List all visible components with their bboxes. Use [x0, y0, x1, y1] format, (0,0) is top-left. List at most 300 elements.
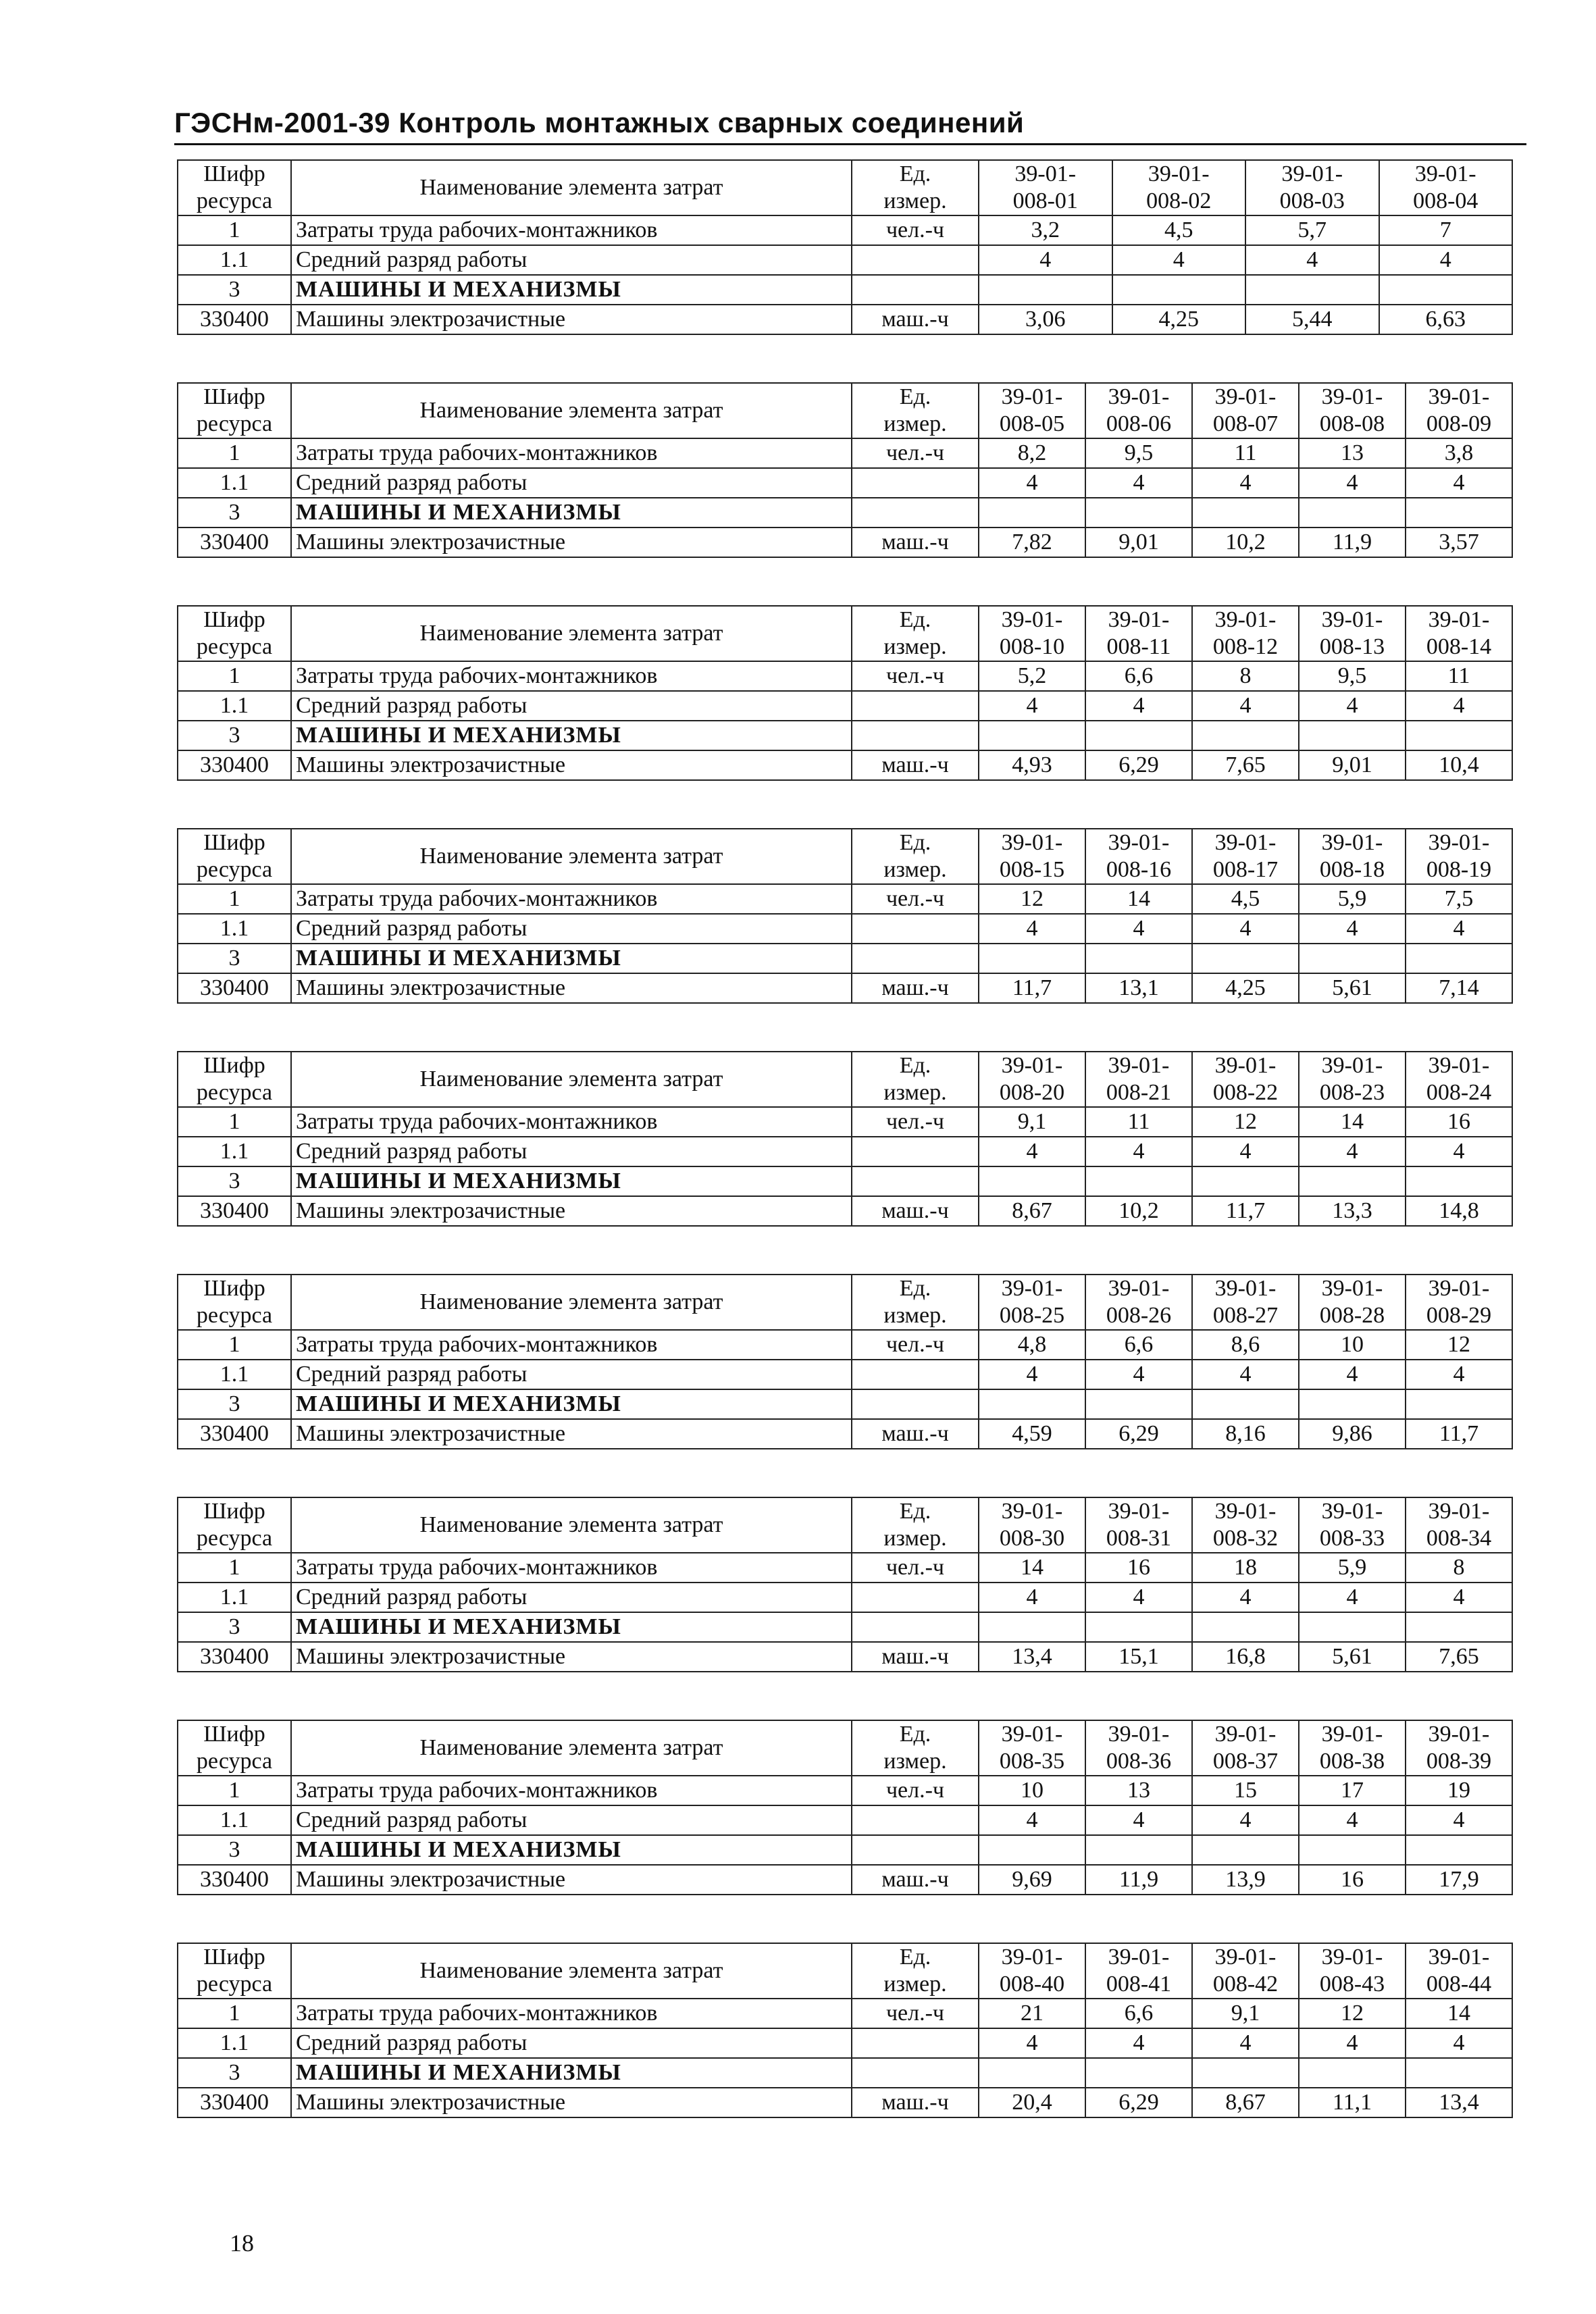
- norm-code-header: [1299, 829, 1406, 884]
- table-row-labor: [178, 884, 1512, 914]
- machine-value: 13,3: [1299, 1196, 1406, 1226]
- table-row-grade: [178, 691, 1512, 721]
- labor-value: 6,6: [1085, 1999, 1192, 2028]
- table-row-machines-heading: [178, 1389, 1512, 1419]
- labor-value: 13: [1085, 1776, 1192, 1805]
- empty-cell: [979, 2058, 1085, 2088]
- machine-value: 4,59: [979, 1419, 1085, 1449]
- row-code: 3: [178, 275, 291, 305]
- table-row-machines: [178, 2088, 1512, 2117]
- norm-code-prefix: 39-01-: [1108, 1945, 1170, 1970]
- norm-code-prefix: 39-01-: [1321, 1276, 1383, 1301]
- table-header-row: [178, 606, 1512, 661]
- norm-code-suffix: 008-44: [1426, 1972, 1492, 1997]
- row-unit: чел.-ч: [852, 661, 979, 691]
- norm-table: [177, 605, 1513, 781]
- resource-code-header: [178, 1943, 291, 1999]
- table-row-machines-heading: [178, 2058, 1512, 2088]
- norm-code-prefix: 39-01-: [1321, 1945, 1383, 1970]
- labor-value: 5,9: [1299, 1553, 1406, 1583]
- resource-code-header: [178, 160, 291, 215]
- norm-code-prefix: 39-01-: [1428, 384, 1490, 409]
- norm-code-header: [1406, 383, 1512, 438]
- resource-code-header: [178, 1275, 291, 1330]
- labor-value: 6,6: [1085, 661, 1192, 691]
- machine-value: 17,9: [1406, 1865, 1512, 1895]
- norm-code-suffix: 008-18: [1319, 857, 1385, 882]
- machine-value: 5,61: [1299, 973, 1406, 1003]
- norm-code-suffix: 008-25: [999, 1303, 1065, 1328]
- unit-header: [852, 383, 979, 438]
- labor-value: 14: [1299, 1107, 1406, 1137]
- table-header-row: [178, 1943, 1512, 1999]
- grade-value: 4: [1379, 245, 1513, 275]
- norm-table: [177, 1943, 1513, 2118]
- norm-code-suffix: 008-08: [1319, 411, 1385, 436]
- grade-value: 4: [1085, 1360, 1192, 1389]
- norm-code-header: [1406, 1497, 1512, 1553]
- empty-cell: [1192, 2058, 1299, 2088]
- table-row-machines-heading: [178, 1166, 1512, 1196]
- machine-value: 9,86: [1299, 1419, 1406, 1449]
- labor-value: 11: [1085, 1107, 1192, 1137]
- table-row-machines-heading: [178, 1612, 1512, 1642]
- grade-value: 4: [979, 2028, 1085, 2058]
- row-name: Затраты труда рабочих-монтажников: [291, 661, 852, 691]
- table-row-machines-heading: [178, 1835, 1512, 1865]
- table-row-labor: [178, 1553, 1512, 1583]
- row-code: 3: [178, 1612, 291, 1642]
- table-row-machines-heading: [178, 275, 1512, 305]
- norm-code-header: [979, 829, 1085, 884]
- resource-code-header: [178, 1720, 291, 1776]
- empty-cell: [1192, 1835, 1299, 1865]
- grade-value: 4: [1085, 468, 1192, 498]
- grade-value: 4: [1085, 691, 1192, 721]
- row-name: Средний разряд работы: [291, 1360, 852, 1389]
- unit-header-line2: измер.: [883, 1972, 947, 1997]
- norm-code-prefix: 39-01-: [1108, 607, 1170, 632]
- norm-code-prefix: 39-01-: [1001, 1499, 1063, 1524]
- norm-code-header: [979, 606, 1085, 661]
- row-unit: чел.-ч: [852, 1553, 979, 1583]
- cost-element-name-header: Наименование элемента затрат: [291, 1943, 852, 1999]
- norm-code-suffix: 008-39: [1426, 1749, 1492, 1774]
- grade-value: 4: [1192, 468, 1299, 498]
- empty-cell: [1192, 498, 1299, 528]
- table-row-machines: [178, 1642, 1512, 1672]
- norm-table: [177, 828, 1513, 1004]
- row-name: Машины электрозачистные: [291, 750, 852, 780]
- norm-code-prefix: 39-01-: [1001, 1276, 1063, 1301]
- row-name: Машины электрозачистные: [291, 305, 852, 334]
- norm-code-prefix: 39-01-: [1001, 607, 1063, 632]
- table-row-grade: [178, 914, 1512, 944]
- row-name: Затраты труда рабочих-монтажников: [291, 1107, 852, 1137]
- machine-value: 7,82: [979, 528, 1085, 557]
- norm-code-suffix: 008-40: [999, 1972, 1065, 1997]
- row-code: 1: [178, 884, 291, 914]
- empty-cell: [1085, 1166, 1192, 1196]
- norm-code-header: [1299, 606, 1406, 661]
- row-unit: чел.-ч: [852, 884, 979, 914]
- row-name: Машины электрозачистные: [291, 528, 852, 557]
- row-code: 3: [178, 721, 291, 750]
- empty-cell: [1299, 498, 1406, 528]
- unit-header-line1: Ед.: [899, 1499, 931, 1524]
- norm-code-header: [979, 1943, 1085, 1999]
- unit-header-line2: измер.: [883, 1080, 947, 1105]
- grade-value: 4: [1245, 245, 1379, 275]
- row-code: 330400: [178, 528, 291, 557]
- empty-cell: [1085, 498, 1192, 528]
- row-unit: чел.-ч: [852, 1776, 979, 1805]
- row-name: МАШИНЫ И МЕХАНИЗМЫ: [291, 721, 852, 750]
- machine-value: 7,14: [1406, 973, 1512, 1003]
- row-code: 330400: [178, 2088, 291, 2117]
- machine-value: 20,4: [979, 2088, 1085, 2117]
- empty-cell: [1085, 721, 1192, 750]
- row-code: 1: [178, 215, 291, 245]
- row-name: Затраты труда рабочих-монтажников: [291, 884, 852, 914]
- norm-code-suffix: 008-32: [1212, 1526, 1279, 1551]
- labor-value: 19: [1406, 1776, 1512, 1805]
- table-row-machines: [178, 528, 1512, 557]
- grade-value: 4: [1192, 1360, 1299, 1389]
- grade-value: 4: [1192, 1137, 1299, 1166]
- row-code: 3: [178, 944, 291, 973]
- empty-cell: [1299, 2058, 1406, 2088]
- empty-cell: [979, 1166, 1085, 1196]
- row-name: Затраты труда рабочих-монтажников: [291, 1330, 852, 1360]
- norm-code-header: [1085, 1275, 1192, 1330]
- unit-header: [852, 606, 979, 661]
- unit-header: [852, 1275, 979, 1330]
- machine-value: 9,01: [1299, 750, 1406, 780]
- resource-code-header-line1: Шифр: [203, 1053, 265, 1078]
- table-row-labor: [178, 661, 1512, 691]
- norm-code-header: [1192, 1275, 1299, 1330]
- norm-code-prefix: 39-01-: [1321, 1722, 1383, 1747]
- norm-code-header: [1299, 1052, 1406, 1107]
- machine-value: 4,93: [979, 750, 1085, 780]
- norm-table: [177, 159, 1513, 335]
- unit-header-line2: измер.: [883, 188, 947, 213]
- row-code: 330400: [178, 750, 291, 780]
- row-name: Машины электрозачистные: [291, 1642, 852, 1672]
- norm-code-prefix: 39-01-: [1148, 161, 1210, 186]
- norm-code-prefix: 39-01-: [1001, 1945, 1063, 1970]
- table-row-labor: [178, 1776, 1512, 1805]
- norm-code-header: [1406, 1943, 1512, 1999]
- resource-code-header-line1: Шифр: [203, 607, 265, 632]
- norm-code-prefix: 39-01-: [1321, 830, 1383, 855]
- norm-code-suffix: 008-11: [1106, 634, 1171, 659]
- row-name: Затраты труда рабочих-монтажников: [291, 1553, 852, 1583]
- resource-code-header-line2: ресурса: [196, 1972, 273, 1997]
- resource-code-header-line1: Шифр: [203, 830, 265, 855]
- table-row-machines: [178, 1196, 1512, 1226]
- norm-code-header: [1299, 1943, 1406, 1999]
- row-name: МАШИНЫ И МЕХАНИЗМЫ: [291, 1389, 852, 1419]
- resource-code-header-line2: ресурса: [196, 411, 273, 436]
- empty-cell: [1406, 944, 1512, 973]
- grade-value: 4: [1406, 1805, 1512, 1835]
- table-row-labor: [178, 1999, 1512, 2028]
- norm-code-suffix: 008-34: [1426, 1526, 1492, 1551]
- norm-code-suffix: 008-16: [1106, 857, 1172, 882]
- grade-value: 4: [1085, 914, 1192, 944]
- row-unit: маш.-ч: [852, 973, 979, 1003]
- row-name: Машины электрозачистные: [291, 1865, 852, 1895]
- norm-code-suffix: 008-10: [999, 634, 1065, 659]
- machine-value: 3,57: [1406, 528, 1512, 557]
- row-name: Средний разряд работы: [291, 468, 852, 498]
- unit-header-line1: Ед.: [899, 161, 931, 186]
- norm-code-header: [1379, 160, 1513, 215]
- row-name: МАШИНЫ И МЕХАНИЗМЫ: [291, 2058, 852, 2088]
- row-code: 330400: [178, 1419, 291, 1449]
- empty-cell: [1406, 1835, 1512, 1865]
- empty-cell: [1192, 1389, 1299, 1419]
- row-code: 3: [178, 1166, 291, 1196]
- norm-code-header: [1085, 1720, 1192, 1776]
- norm-code-prefix: 39-01-: [1321, 1053, 1383, 1078]
- norm-code-suffix: 008-05: [999, 411, 1065, 436]
- row-unit: маш.-ч: [852, 528, 979, 557]
- norm-code-header: [1299, 1497, 1406, 1553]
- norm-code-header: [1085, 383, 1192, 438]
- grade-value: 4: [1406, 468, 1512, 498]
- labor-value: 12: [1406, 1330, 1512, 1360]
- row-unit: [852, 1612, 979, 1642]
- row-code: 1.1: [178, 691, 291, 721]
- norm-code-suffix: 008-26: [1106, 1303, 1172, 1328]
- labor-value: 7: [1379, 215, 1513, 245]
- table-row-machines-heading: [178, 944, 1512, 973]
- empty-cell: [1245, 275, 1379, 305]
- grade-value: 4: [1406, 2028, 1512, 2058]
- empty-cell: [1299, 1612, 1406, 1642]
- machine-value: 4,25: [1192, 973, 1299, 1003]
- labor-value: 12: [1192, 1107, 1299, 1137]
- unit-header-line1: Ед.: [899, 1053, 931, 1078]
- norm-code-suffix: 008-20: [999, 1080, 1065, 1105]
- norm-code-suffix: 008-17: [1212, 857, 1279, 882]
- row-unit: [852, 1583, 979, 1612]
- labor-value: 3,8: [1406, 438, 1512, 468]
- resource-code-header: [178, 1052, 291, 1107]
- norm-code-suffix: 008-35: [999, 1749, 1065, 1774]
- table-row-grade: [178, 468, 1512, 498]
- table-row-grade: [178, 1137, 1512, 1166]
- grade-value: 4: [1299, 914, 1406, 944]
- grade-value: 4: [1192, 1805, 1299, 1835]
- resource-code-header-line2: ресурса: [196, 857, 273, 882]
- norm-code-header: [1112, 160, 1246, 215]
- norm-code-header: [1406, 1275, 1512, 1330]
- row-name: Затраты труда рабочих-монтажников: [291, 215, 852, 245]
- empty-cell: [1112, 275, 1246, 305]
- grade-value: 4: [1299, 1583, 1406, 1612]
- empty-cell: [979, 721, 1085, 750]
- table-row-machines-heading: [178, 721, 1512, 750]
- norms-tables-container: [177, 159, 1512, 2165]
- norm-code-suffix: 008-30: [999, 1526, 1065, 1551]
- empty-cell: [1406, 1166, 1512, 1196]
- norm-code-prefix: 39-01-: [1428, 1945, 1490, 1970]
- row-unit: [852, 691, 979, 721]
- cost-element-name-header: Наименование элемента затрат: [291, 160, 852, 215]
- norm-code-prefix: 39-01-: [1321, 1499, 1383, 1524]
- norm-code-suffix: 008-19: [1426, 857, 1492, 882]
- empty-cell: [1379, 275, 1513, 305]
- cost-element-name-header: Наименование элемента затрат: [291, 383, 852, 438]
- machine-value: 16: [1299, 1865, 1406, 1895]
- labor-value: 7,5: [1406, 884, 1512, 914]
- unit-header-line2: измер.: [883, 1303, 947, 1328]
- norm-code-prefix: 39-01-: [1001, 1722, 1063, 1747]
- row-name: Средний разряд работы: [291, 1137, 852, 1166]
- table-row-labor: [178, 438, 1512, 468]
- labor-value: 21: [979, 1999, 1085, 2028]
- row-unit: [852, 498, 979, 528]
- row-unit: маш.-ч: [852, 1419, 979, 1449]
- empty-cell: [979, 498, 1085, 528]
- norm-code-suffix: 008-42: [1212, 1972, 1279, 1997]
- row-code: 1.1: [178, 1137, 291, 1166]
- grade-value: 4: [979, 1805, 1085, 1835]
- resource-code-header-line1: Шифр: [203, 384, 265, 409]
- grade-value: 4: [1299, 691, 1406, 721]
- grade-value: 4: [979, 691, 1085, 721]
- labor-value: 4,5: [1192, 884, 1299, 914]
- unit-header-line2: измер.: [883, 1749, 947, 1774]
- grade-value: 4: [1085, 2028, 1192, 2058]
- norm-code-prefix: 39-01-: [1001, 830, 1063, 855]
- machine-value: 6,63: [1379, 305, 1513, 334]
- norm-table: [177, 382, 1513, 558]
- norm-code-prefix: 39-01-: [1428, 830, 1490, 855]
- row-unit: чел.-ч: [852, 438, 979, 468]
- row-name: Машины электрозачистные: [291, 1196, 852, 1226]
- grade-value: 4: [1406, 691, 1512, 721]
- norm-code-prefix: 39-01-: [1001, 384, 1063, 409]
- norm-code-suffix: 008-12: [1212, 634, 1279, 659]
- row-code: 1.1: [178, 468, 291, 498]
- norm-code-header: [979, 383, 1085, 438]
- labor-value: 8: [1192, 661, 1299, 691]
- row-code: 1: [178, 1776, 291, 1805]
- unit-header-line2: измер.: [883, 1526, 947, 1551]
- table-row-labor: [178, 1330, 1512, 1360]
- table-row-grade: [178, 1360, 1512, 1389]
- norm-code-header: [1406, 1052, 1512, 1107]
- norm-code-header: [979, 160, 1112, 215]
- resource-code-header-line1: Шифр: [203, 1499, 265, 1524]
- labor-value: 11: [1406, 661, 1512, 691]
- machine-value: 11,9: [1299, 528, 1406, 557]
- empty-cell: [1299, 944, 1406, 973]
- machine-value: 13,9: [1192, 1865, 1299, 1895]
- table-row-labor: [178, 1107, 1512, 1137]
- machine-value: 7,65: [1406, 1642, 1512, 1672]
- labor-value: 8: [1406, 1553, 1512, 1583]
- resource-code-header-line2: ресурса: [196, 188, 273, 213]
- norm-code-header: [1192, 1052, 1299, 1107]
- norm-code-suffix: 008-27: [1212, 1303, 1279, 1328]
- row-unit: [852, 1805, 979, 1835]
- machine-value: 9,01: [1085, 528, 1192, 557]
- norm-code-suffix: 008-24: [1426, 1080, 1492, 1105]
- row-code: 1: [178, 1330, 291, 1360]
- empty-cell: [1192, 1166, 1299, 1196]
- row-name: МАШИНЫ И МЕХАНИЗМЫ: [291, 1612, 852, 1642]
- table-row-machines: [178, 1865, 1512, 1895]
- norm-code-prefix: 39-01-: [1108, 830, 1170, 855]
- norm-code-header: [1406, 829, 1512, 884]
- row-unit: [852, 944, 979, 973]
- row-unit: [852, 245, 979, 275]
- row-code: 1: [178, 438, 291, 468]
- unit-header-line1: Ед.: [899, 1722, 931, 1747]
- empty-cell: [1299, 721, 1406, 750]
- norm-code-header: [1299, 1720, 1406, 1776]
- norm-code-prefix: 39-01-: [1214, 607, 1277, 632]
- resource-code-header: [178, 1497, 291, 1553]
- norm-code-header: [979, 1720, 1085, 1776]
- machine-value: 8,16: [1192, 1419, 1299, 1449]
- norm-code-header: [979, 1052, 1085, 1107]
- norm-code-prefix: 39-01-: [1428, 1499, 1490, 1524]
- empty-cell: [1299, 1389, 1406, 1419]
- unit-header-line1: Ед.: [899, 1276, 931, 1301]
- norm-code-header: [979, 1275, 1085, 1330]
- grade-value: 4: [1192, 691, 1299, 721]
- cost-element-name-header: Наименование элемента затрат: [291, 829, 852, 884]
- row-unit: [852, 2058, 979, 2088]
- grade-value: 4: [979, 1583, 1085, 1612]
- empty-cell: [979, 944, 1085, 973]
- grade-value: 4: [979, 1360, 1085, 1389]
- grade-value: 4: [1299, 1805, 1406, 1835]
- machine-value: 10,4: [1406, 750, 1512, 780]
- row-code: 3: [178, 1389, 291, 1419]
- empty-cell: [1406, 1389, 1512, 1419]
- table-row-grade: [178, 245, 1512, 275]
- machine-value: 5,61: [1299, 1642, 1406, 1672]
- resource-code-header-line2: ресурса: [196, 1749, 273, 1774]
- grade-value: 4: [979, 468, 1085, 498]
- empty-cell: [1192, 944, 1299, 973]
- unit-header-line1: Ед.: [899, 1945, 931, 1970]
- resource-code-header-line1: Шифр: [203, 1945, 265, 1970]
- row-name: МАШИНЫ И МЕХАНИЗМЫ: [291, 1835, 852, 1865]
- row-name: МАШИНЫ И МЕХАНИЗМЫ: [291, 498, 852, 528]
- row-code: 1: [178, 661, 291, 691]
- grade-value: 4: [1192, 914, 1299, 944]
- labor-value: 14: [1406, 1999, 1512, 2028]
- row-code: 1.1: [178, 914, 291, 944]
- labor-value: 9,1: [1192, 1999, 1299, 2028]
- empty-cell: [1085, 2058, 1192, 2088]
- unit-header: [852, 160, 979, 215]
- row-unit: чел.-ч: [852, 1107, 979, 1137]
- norm-code-suffix: 008-02: [1146, 188, 1212, 213]
- labor-value: 5,7: [1245, 215, 1379, 245]
- norm-code-header: [1192, 1943, 1299, 1999]
- unit-header-line2: измер.: [883, 857, 947, 882]
